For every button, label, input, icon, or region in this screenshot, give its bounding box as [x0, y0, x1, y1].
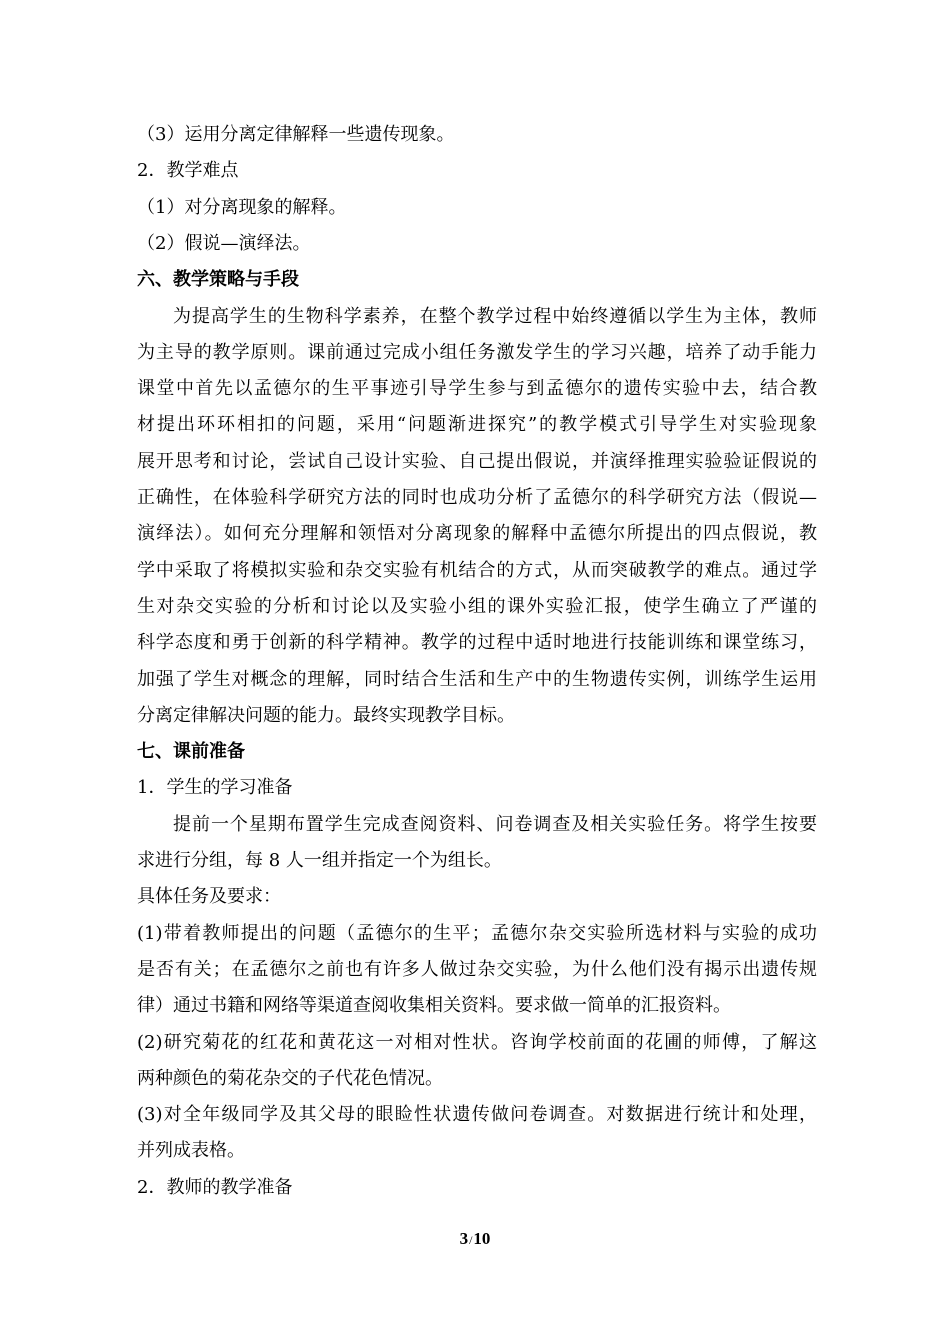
text-line: 分离定律解决问题的能力。最终实现教学目标。: [137, 704, 515, 726]
text-line: 展开思考和讨论，尝试自己设计实验、自己提出假说，并演绎推理实验验证假说的: [137, 450, 817, 472]
text-line: (2)研究菊花的红花和黄花这一对相对性状。咨询学校前面的花圃的师傅，了解这: [137, 1031, 817, 1053]
text-line: （1）对分离现象的解释。: [137, 196, 347, 218]
page-number: [0, 1228, 950, 1251]
text-line: 生对杂交实验的分析和讨论以及实验小组的课外实验汇报，使学生确立了严谨的: [137, 595, 817, 617]
text-line: 2．教学难点: [137, 160, 239, 182]
text-line: 演绎法）。如何充分理解和领悟对分离现象的解释中孟德尔所提出的四点假说，教: [137, 523, 817, 545]
text-line: 为提高学生的生物科学素养，在整个教学过程中始终遵循以学生为主体，教师: [173, 305, 817, 327]
text-line: 具体任务及要求：: [137, 886, 281, 908]
text-line: 2．教师的教学准备: [137, 1176, 293, 1198]
text-line: （3）运用分离定律解释一些遗传现象。: [137, 124, 455, 145]
text-line: （2）假说—演绎法。: [137, 232, 311, 254]
text-line: 学中采取了将模拟实验和杂交实验有机结合的方式，从而突破教学的难点。通过学: [137, 559, 817, 581]
text-line: 提前一个星期布置学生完成查阅资料、问卷调查及相关实验任务。将学生按要: [173, 813, 817, 835]
text-line: (1)带着教师提出的问题（孟德尔的生平；孟德尔杂交实验所选材料与实验的成功: [137, 922, 817, 944]
text-line: 课堂中首先以孟德尔的生平事迹引导学生参与到孟德尔的遗传实验中去，结合教: [137, 378, 817, 400]
current-page-number: 3: [459, 1229, 469, 1248]
text-line: 为主导的教学原则。课前通过完成小组任务激发学生的学习兴趣，培养了动手能力: [137, 341, 817, 363]
section-heading: 七、课前准备: [137, 741, 245, 763]
section-heading: 六、教学策略与手段: [137, 269, 299, 291]
text-line: 正确性，在体验科学研究方法的同时也成功分析了孟德尔的科学研究方法（假说—: [137, 487, 817, 508]
text-line: 两种颜色的菊花杂交的子代花色情况。: [137, 1067, 443, 1089]
total-pages-number: 10: [473, 1229, 491, 1248]
text-line: 加强了学生对概念的理解，同时结合生活和生产中的生物遗传实例，训练学生运用: [137, 668, 817, 690]
text-line: 是否有关；在孟德尔之前也有许多人做过杂交实验，为什么他们没有揭示出遗传规: [137, 958, 817, 980]
text-line: 律）通过书籍和网络等渠道查阅收集相关资料。要求做一简单的汇报资料。: [137, 995, 731, 1017]
text-line: 科学态度和勇于创新的科学精神。教学的过程中适时地进行技能训练和课堂练习，: [137, 632, 817, 654]
page-separator: /: [469, 1233, 473, 1247]
text-line: 并列成表格。: [137, 1140, 245, 1162]
text-line: (3)对全年级同学及其父母的眼睑性状遗传做问卷调查。对数据进行统计和处理，: [137, 1104, 817, 1126]
text-line: 1．学生的学习准备: [137, 777, 293, 799]
text-line: 求进行分组，每 8 人一组并指定一个为组长。: [137, 850, 502, 871]
text-line: 材提出环环相扣的问题，采用“问题渐进探究”的教学模式引导学生对实验现象: [137, 414, 817, 436]
